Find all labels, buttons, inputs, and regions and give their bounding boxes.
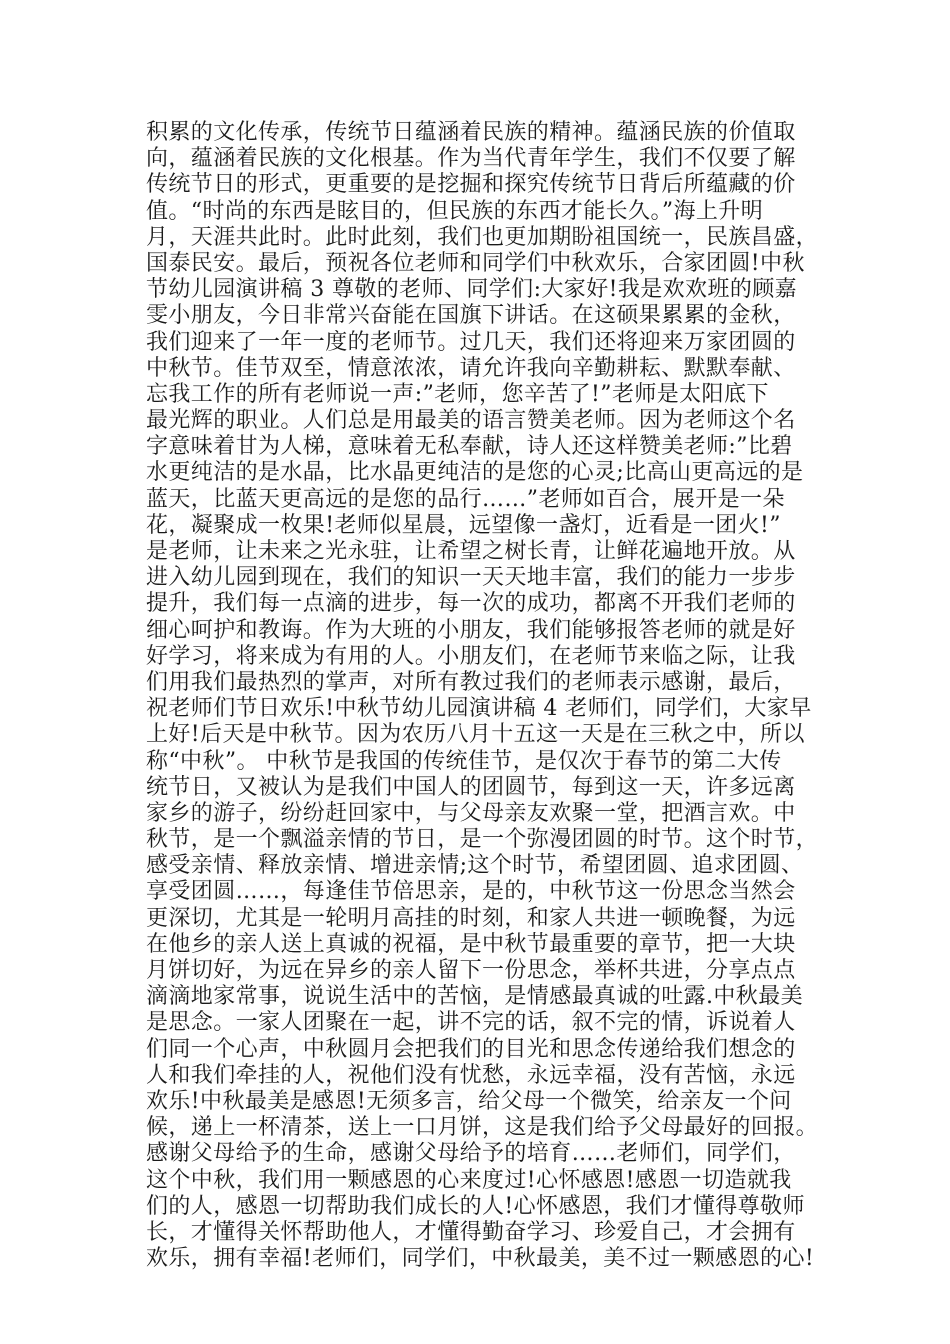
text-line: 忘我工作的所有老师说一声:”老师，您辛苦了!”老师是太阳底下 [146, 381, 769, 407]
text-line: 秋节，是一个飘溢亲情的节日，是一个弥漫团圆的时节。这个时节， [146, 827, 819, 853]
text-line: 家乡的游子，纷纷赶回家中，与父母亲友欢聚一堂，把酒言欢。中 [146, 800, 796, 826]
text-line: 更深切，尤其是一轮明月高挂的时刻，和家人共进一顿晚餐，为远 [146, 905, 796, 931]
document-body [146, 120, 826, 1272]
text-line: 节幼儿园演讲稿 3 尊敬的老师、同学们:大家好!我是欢欢班的顾嘉 [146, 277, 798, 303]
text-line: 称“中秋”。 中秋节是我国的传统佳节，是仅次于春节的第二大传 [146, 748, 782, 774]
text-line: 积累的文化传承，传统节日蕴涵着民族的精神。蕴涵民族的价值取 [146, 120, 796, 145]
text-line: 字意味着甘为人梯，意味着无私奉献，诗人还这样赞美老师:”比碧 [146, 434, 793, 460]
text-line: 们的人，感恩一切帮助我们成长的人!心怀感恩，我们才懂得尊敬师 [146, 1193, 805, 1219]
text-line: 们用我们最热烈的掌声，对所有教过我们的老师表示感谢，最后， [146, 669, 796, 695]
text-line: 传统节日的形式，更重要的是挖掘和探究传统节日背后所蕴藏的价 [146, 172, 796, 198]
text-line: 候，递上一杯清茶，送上一口月饼，这是我们给予父母最好的回报。 [146, 1115, 819, 1141]
text-line: 是老师，让未来之光永驻，让希望之树长青，让鲜花遍地开放。从 [146, 539, 796, 564]
text-line: 是思念。一家人团聚在一起，讲不完的话，叙不完的情，诉说着人 [146, 1010, 796, 1036]
text-line: 我们迎来了一年一度的老师节。过几天，我们还将迎来万家团圆的 [146, 329, 796, 355]
text-line: 提升，我们每一点滴的进步，每一次的成功，都离不开我们老师的 [146, 591, 796, 617]
text-line: 上好!后天是中秋节。因为农历八月十五这一天是在三秋之中，所以 [146, 722, 805, 748]
text-line: 最光辉的职业。人们总是用最美的语言赞美老师。因为老师这个名 [146, 408, 796, 434]
text-line: 雯小朋友，今日非常兴奋能在国旗下讲话。在这硕果累累的金秋， [146, 303, 796, 329]
text-line: 向，蕴涵着民族的文化根基。作为当代青年学生，我们不仅要了解 [146, 146, 796, 172]
text-line: 中秋节。佳节双至，情意浓浓，请允许我向辛勤耕耘、默默奉献、 [146, 355, 796, 381]
text-line: 人和我们牵挂的人，祝他们没有忧愁，永远幸福，没有苦恼，永远 [146, 1062, 796, 1088]
text-line: 进入幼儿园到现在，我们的知识一天天地丰富，我们的能力一步步 [146, 565, 796, 591]
text-line: 值。“时尚的东西是眩目的，但民族的东西才能长久。”海上升明 [146, 198, 764, 224]
text-line: 们同一个心声，中秋圆月会把我们的目光和思念传递给我们想念的 [146, 1036, 796, 1062]
text-line: 统节日，又被认为是我们中国人的团圆节，每到这一天，许多远离 [146, 774, 796, 800]
text-line: 花，凝聚成一枚果!老师似星晨，远望像一盏灯，近看是一团火!” [146, 512, 781, 538]
text-line: 祝老师们节日欢乐!中秋节幼儿园演讲稿 4 老师们，同学们，大家早 [146, 696, 812, 722]
text-line: 细心呵护和教诲。作为大班的小朋友，我们能够报答老师的就是好 [146, 617, 796, 643]
text-line: 蓝天，比蓝天更高远的是您的品行……”老师如百合，展开是一朵 [146, 486, 785, 512]
text-line: 这个中秋，我们用一颗感恩的心来度过!心怀感恩!感恩一切造就我 [146, 1167, 792, 1193]
text-line: 水更纯洁的是水晶，比水晶更纯洁的是您的心灵;比高山更高远的是 [146, 460, 804, 486]
text-line: 月，天涯共此时。此时此刻，我们也更加期盼祖国统一，民族昌盛， [146, 224, 819, 250]
text-line: 享受团圆……，每逢佳节倍思亲，是的，中秋节这一份思念当然会 [146, 879, 796, 905]
text-line: 国泰民安。最后，预祝各位老师和同学们中秋欢乐，合家团圆!中秋 [146, 250, 805, 276]
text-line: 感谢父母给予的生命，感谢父母给予的培育……老师们，同学们， [146, 1141, 796, 1167]
text-line: 长，才懂得关怀帮助他人，才懂得勤奋学习、珍爱自己，才会拥有 [146, 1219, 796, 1245]
text-line: 欢乐，拥有幸福!老师们，同学们，中秋最美，美不过一颗感恩的心! [146, 1246, 815, 1272]
text-line: 月饼切好，为远在异乡的亲人留下一份思念，举杯共进，分享点点 [146, 958, 796, 983]
text-line: 欢乐!中秋最美是感恩!无须多言，给父母一个微笑，给亲友一个问 [146, 1088, 792, 1114]
text-line: 滴滴地家常事，说说生活中的苦恼，是情感最真诚的吐露.中秋最美 [146, 984, 803, 1010]
text-line: 好学习，将来成为有用的人。小朋友们，在老师节来临之际，让我 [146, 643, 796, 669]
text-line: 在他乡的亲人送上真诚的祝福，是中秋节最重要的章节，把一大块 [146, 931, 796, 957]
text-line: 感受亲情、释放亲情、增进亲情;这个时节，希望团圆、追求团圆、 [146, 853, 804, 879]
